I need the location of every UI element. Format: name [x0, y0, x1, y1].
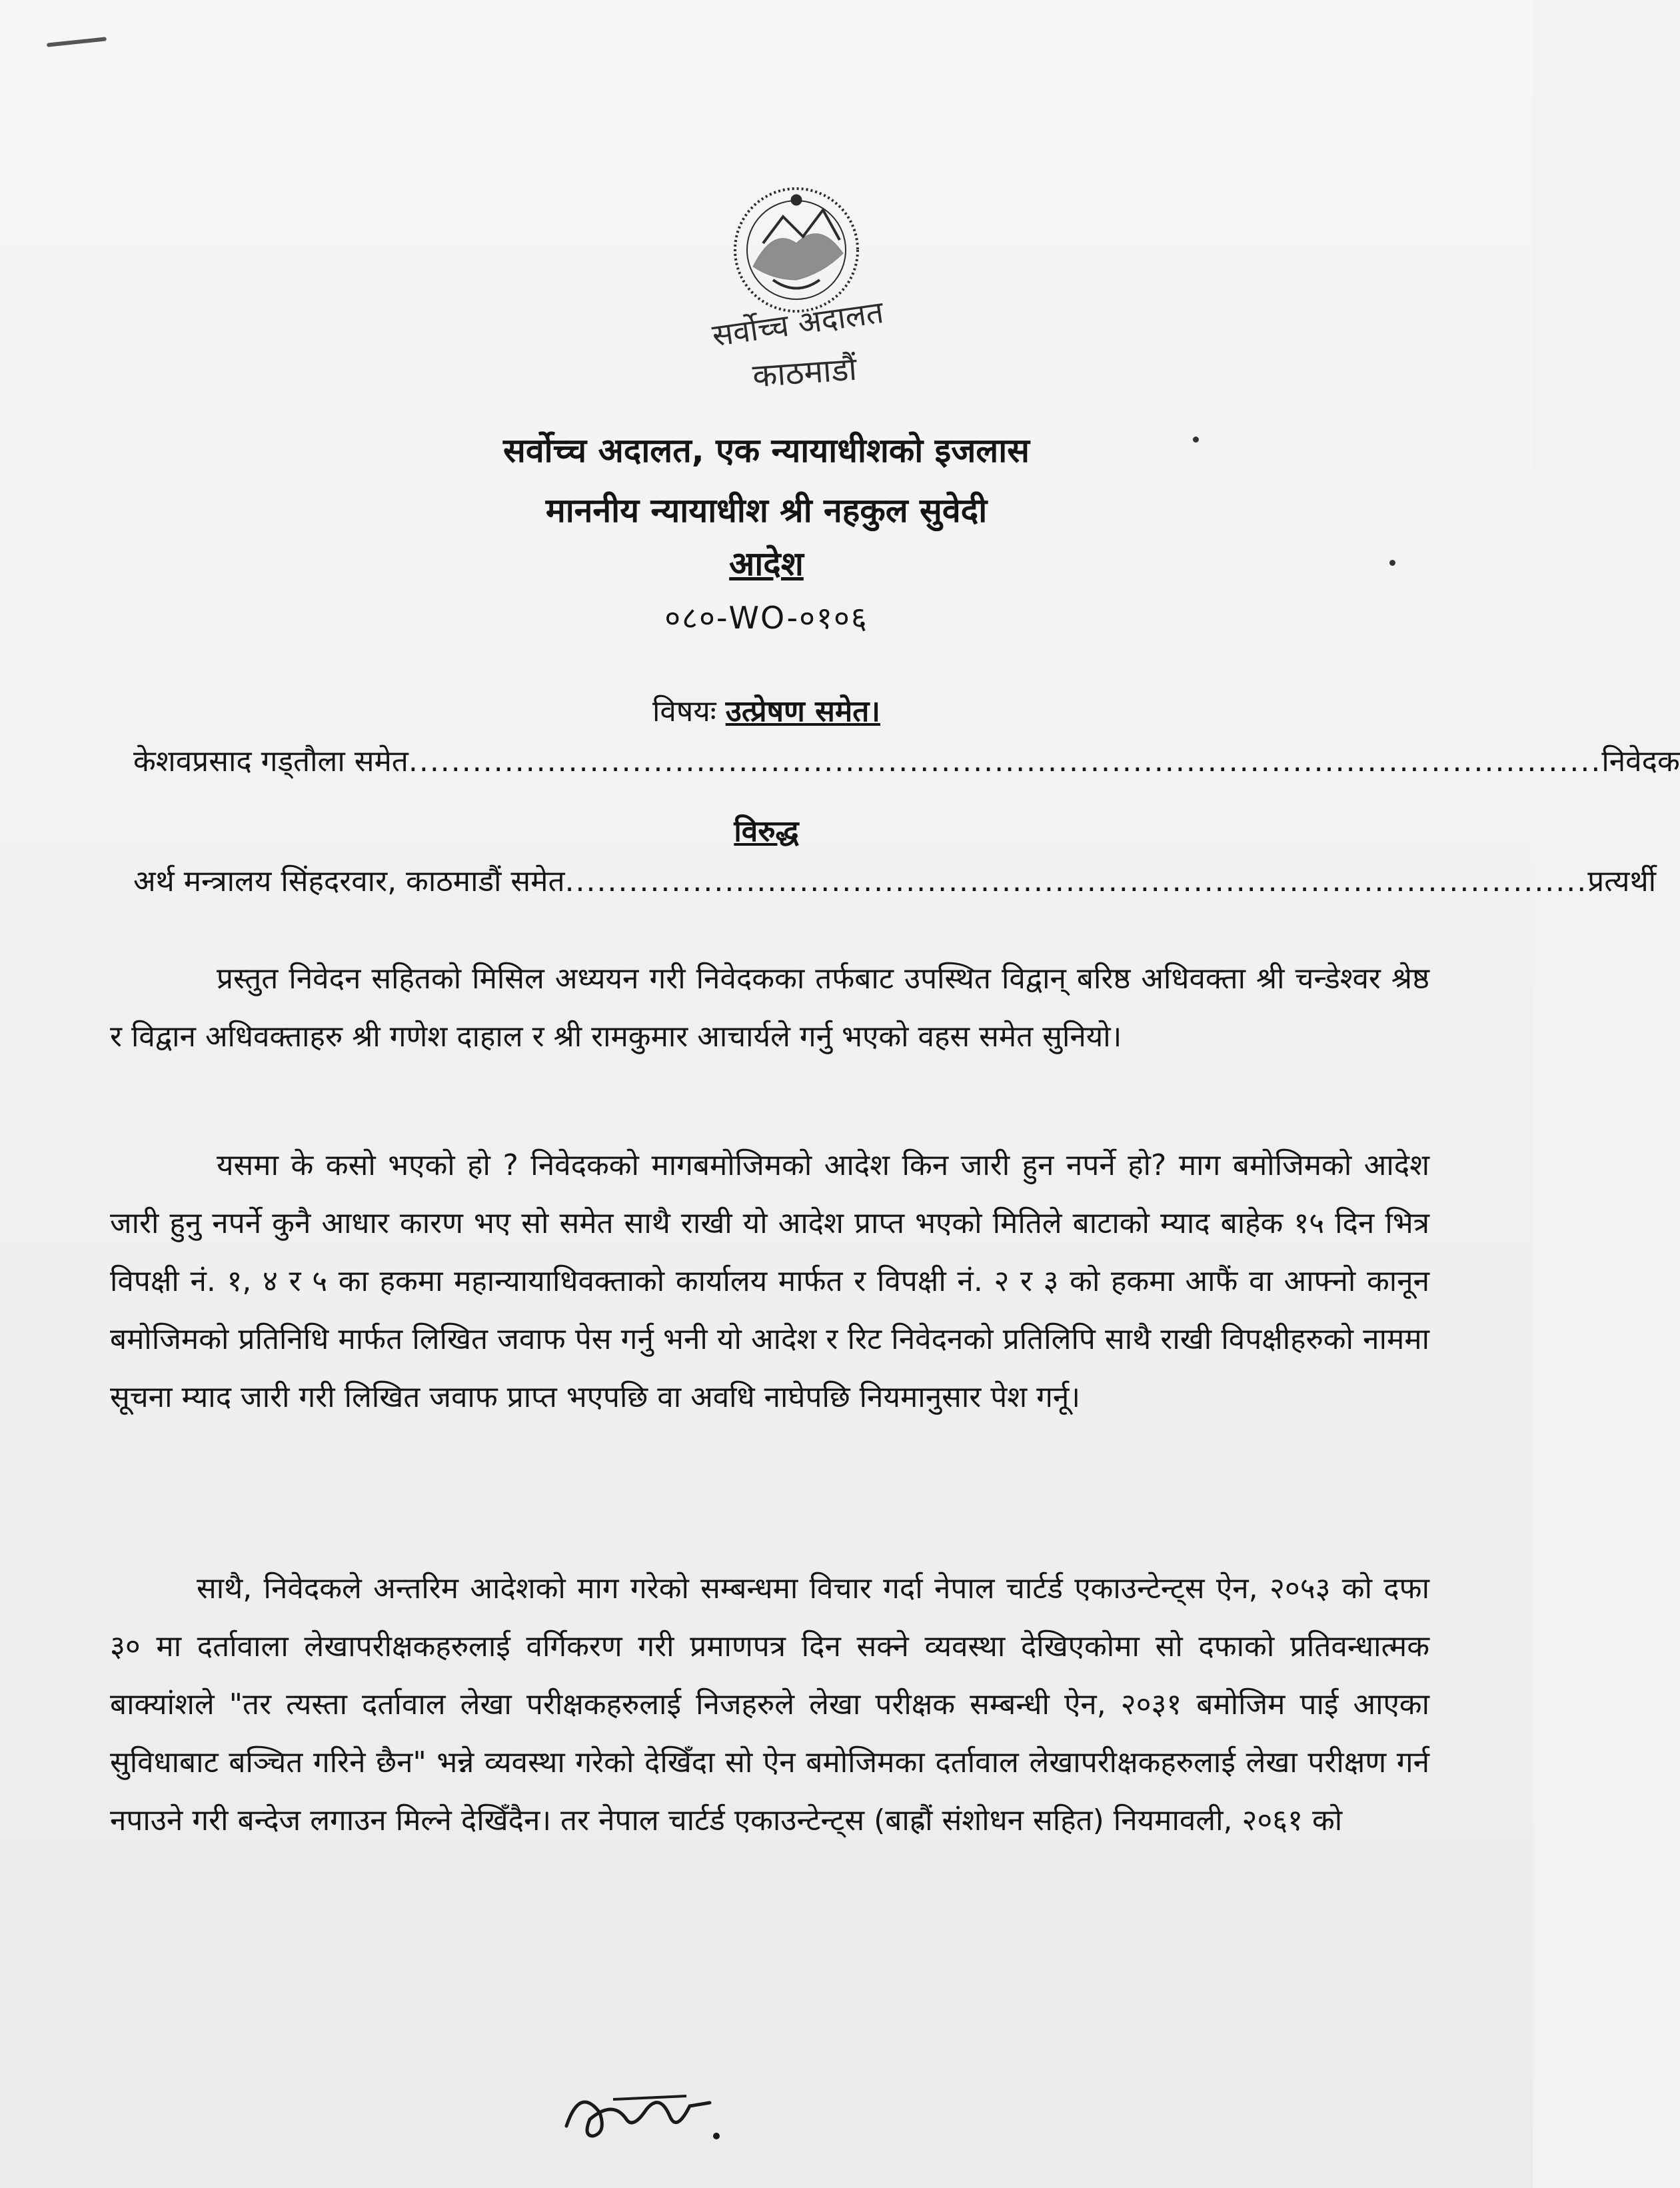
- svg-text:काठमाडौं: काठमाडौं: [751, 350, 858, 395]
- paragraph-hearing: प्रस्तुत निवेदन सहितको मिसिल अध्ययन गरी निवेदकका तर्फबाट उपस्थित विद्वान् बरिष्ठ अधिवक्ता श्री चन्डेश्वर श्रेष्ठ र विद्वान अधिवक्ताहरु श्री गणेश दाहाल र श्री रामकुमार आचार्यले गर्नु भएको वहस समेत सुनियो।: [110, 962, 1429, 1054]
- versus-label: विरुद्ध: [734, 814, 799, 848]
- court-seal-emblem: [673, 180, 940, 427]
- leader-dots: ................................................................................................: [564, 864, 1588, 898]
- judge-signature: [553, 2073, 726, 2146]
- leader-dots: ................................................................................................................: [408, 744, 1602, 778]
- paragraph-show-cause: यसमा के कसो भएको हो ? निवेदकको मागबमोजिमको आदेश किन जारी हुन नपर्ने हो? माग बमोजिमको आदेश जारी हुनु नपर्ने कुनै आधार कारण भए सो समेत साथै राखी यो आदेश प्राप्त भएको मितिले बाटाको म्याद बाहेक १५ दिन भित्र विपक्षी नं. १, ४ र ५ का हकमा महान्यायाधिवक्ताको कार्यालय मार्फत र विपक्षी नं. २ र ३ को हकमा आफैं वा आफ्नो कानून बमोजिमको प्रतिनिधि मार्फत लिखित जवाफ पेस गर्नु भनी यो आदेश र रिट निवेदनको प्रतिलिपि साथै राखी विपक्षीहरुको नाममा सूचना म्याद जारी गरी लिखित जवाफ प्राप्त भएपछि वा अवधि नाघेपछि नियमानुसार पेश गर्नू।: [110, 1148, 1429, 1414]
- paragraph-interim-order: साथै, निवेदकले अन्तरिम आदेशको माग गरेको सम्बन्धमा विचार गर्दा नेपाल चार्टर्ड एकाउन्टेन्ट्स ऐन, २०५३ को दफा ३० मा दर्तावाला लेखापरीक्षकहरुलाई वर्गिकरण गरी प्रमाणपत्र दिन सक्ने व्यवस्था देखिएकोमा सो दफाको प्रतिवन्धात्मक बाक्यांशले "तर त्यस्ता दर्तावाल लेखा परीक्षकहरुलाई निजहरुले लेखा परीक्षक सम्बन्धी ऐन, २०३१ बमोजिम पाई आएका सुविधाबाट बञ्चित गरिने छैन" भन्ने व्यवस्था गरेको देखिँदा सो ऐन बमोजिमका दर्तावाल लेखापरीक्षकहरुलाई लेखा परीक्षण गर्न नपाउने गरी बन्देज लगाउन मिल्ने देखिँदैन। तर नेपाल चार्टर्ड एकाउन्टेन्ट्स (बाह्रौं संशोधन सहित) नियमावली, २०६१ को: [110, 1572, 1429, 1837]
- petitioner-role: निवेदक: [1601, 744, 1680, 778]
- order-title: आदेश: [729, 545, 804, 583]
- scan-edge-mark: [47, 37, 107, 47]
- subject-line: [0, 690, 1533, 730]
- subject-value: उत्प्रेषण समेत।: [725, 694, 880, 728]
- svg-text:सर्वोच्च अदालत: सर्वोच्च अदालत: [710, 293, 886, 354]
- court-bench-heading: सर्वोच्च अदालत, एक न्यायाधीशको इजलास: [503, 431, 1030, 470]
- respondent-name: अर्थ मन्त्रालय सिंहदरवार, काठमाडौं समेत: [133, 864, 565, 898]
- petitioner-line: [133, 740, 1680, 780]
- respondent-line: [133, 860, 1657, 900]
- subject-label: विषयः: [652, 694, 716, 728]
- respondent-role: प्रत्यर्थी: [1587, 864, 1657, 898]
- judge-name-heading: माननीय न्यायाधीश श्री नहकुल सुवेदी: [545, 491, 988, 530]
- petitioner-name: केशवप्रसाद गड्तौला समेत: [133, 744, 409, 778]
- case-number: ०८०-WO-०१०६: [664, 600, 868, 636]
